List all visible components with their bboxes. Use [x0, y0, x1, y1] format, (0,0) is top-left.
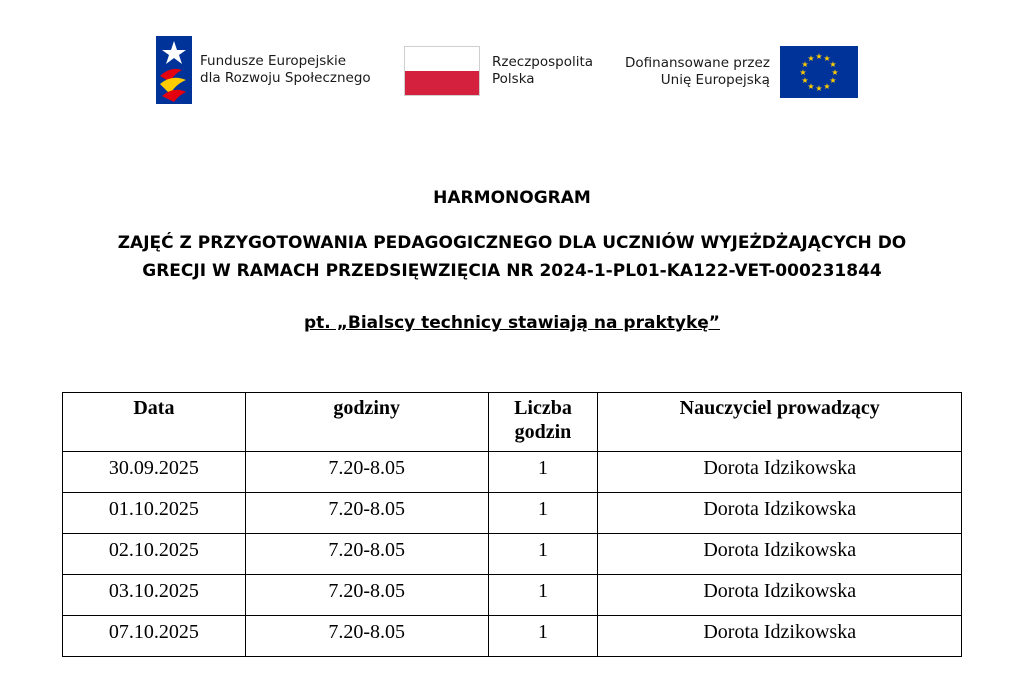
cell-count: 1 — [488, 616, 598, 657]
svg-text:★: ★ — [823, 82, 831, 91]
table-row — [63, 575, 962, 616]
header-teacher: Nauczyciel prowadzący — [598, 393, 962, 452]
cell-count: 1 — [488, 575, 598, 616]
rzeczpospolita-logo — [404, 46, 593, 96]
svg-text:★: ★ — [799, 68, 807, 77]
cell-date: 03.10.2025 — [63, 575, 246, 616]
cell-teacher: Dorota Idzikowska — [598, 575, 962, 616]
cell-teacher: Dorota Idzikowska — [598, 452, 962, 493]
rzeczpospolita-line1: Rzeczpospolita — [492, 54, 594, 70]
cell-count: 1 — [488, 493, 598, 534]
eu-flag-icon — [780, 46, 858, 98]
fundusze-line2: dla Rozwoju Społecznego — [200, 70, 371, 86]
cell-count: 1 — [488, 534, 598, 575]
document-subtitle — [0, 229, 1024, 285]
svg-text:★: ★ — [831, 68, 839, 77]
document-title: HARMONOGRAM — [433, 188, 591, 208]
table-row — [63, 616, 962, 657]
svg-text:★: ★ — [829, 60, 837, 69]
header-count-line2: godzin — [514, 421, 572, 443]
cell-date: 01.10.2025 — [63, 493, 246, 534]
schedule-table — [62, 392, 962, 657]
svg-text:★: ★ — [829, 76, 837, 85]
svg-text:★: ★ — [807, 82, 815, 91]
svg-text:★: ★ — [801, 76, 809, 85]
eu-text — [625, 55, 770, 89]
cell-teacher: Dorota Idzikowska — [598, 534, 962, 575]
header-hours: godziny — [245, 393, 488, 452]
svg-text:★: ★ — [807, 54, 815, 63]
rzeczpospolita-line2: Polska — [492, 71, 535, 87]
svg-text:★: ★ — [823, 54, 831, 63]
header-count-line1: Liczba — [514, 397, 572, 419]
cell-count: 1 — [488, 452, 598, 493]
table-row — [63, 452, 962, 493]
cell-date: 30.09.2025 — [63, 452, 246, 493]
eu-line2: Unię Europejską — [660, 72, 770, 88]
fundusze-europejskie-logo — [156, 36, 371, 104]
eu-line1: Dofinansowane przez — [625, 55, 770, 71]
fundusze-text — [200, 53, 371, 87]
fundusze-line1: Fundusze Europejskie — [200, 53, 347, 69]
svg-text:★: ★ — [815, 84, 823, 93]
eu-logo — [625, 46, 858, 98]
subtitle-line2: GRECJI W RAMACH PRZEDSIĘWZIĘCIA NR 2024-1-PL01-KA122-VET-000231844 — [142, 261, 882, 281]
header-count — [488, 393, 598, 452]
cell-date: 07.10.2025 — [63, 616, 246, 657]
logo-bar — [0, 36, 1024, 106]
svg-text:★: ★ — [815, 52, 823, 61]
cell-hours: 7.20-8.05 — [245, 616, 488, 657]
table-row — [63, 534, 962, 575]
project-name: pt. „Bialscy technicy stawiają na praktykę” — [304, 313, 720, 333]
table-header-row — [63, 393, 962, 452]
polish-flag-icon — [404, 46, 480, 96]
cell-teacher: Dorota Idzikowska — [598, 493, 962, 534]
cell-teacher: Dorota Idzikowska — [598, 616, 962, 657]
cell-hours: 7.20-8.05 — [245, 534, 488, 575]
cell-hours: 7.20-8.05 — [245, 575, 488, 616]
cell-hours: 7.20-8.05 — [245, 493, 488, 534]
subtitle-line1: ZAJĘĆ Z PRZYGOTOWANIA PEDAGOGICZNEGO DLA UCZNIÓW WYJEŻDŻAJĄCYCH DO — [117, 233, 907, 253]
fundusze-europejskie-icon — [156, 36, 192, 104]
table-row — [63, 493, 962, 534]
cell-hours: 7.20-8.05 — [245, 452, 488, 493]
rzeczpospolita-text — [492, 54, 593, 88]
svg-text:★: ★ — [801, 60, 809, 69]
cell-date: 02.10.2025 — [63, 534, 246, 575]
header-date: Data — [63, 393, 246, 452]
